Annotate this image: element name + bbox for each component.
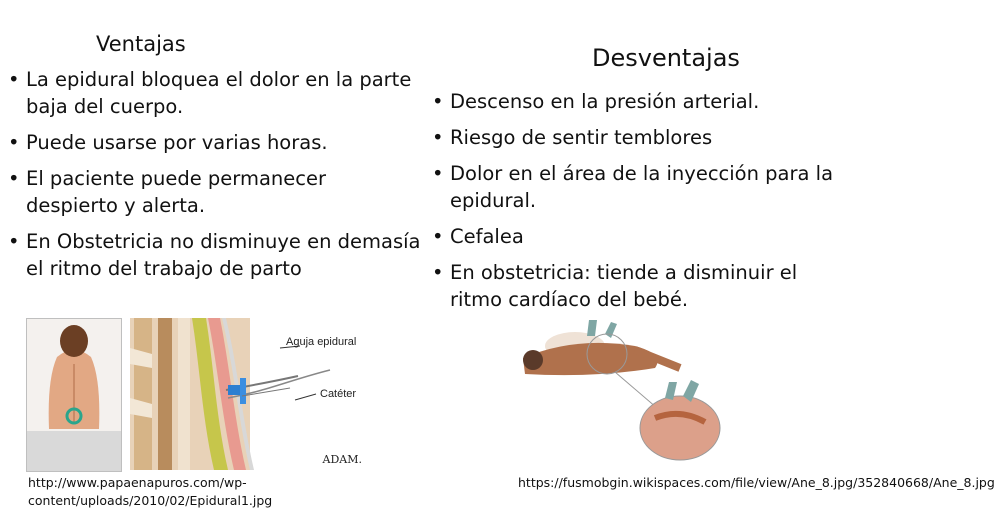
left-image-caption: http://www.papaenapuros.com/wp-content/uploads/2010/02/Epidural1.jpg: [28, 475, 273, 508]
ventajas-title: Ventajas: [96, 32, 186, 56]
patient-back-image: [26, 318, 122, 472]
right-image-caption: https://fusmobgin.wikispaces.com/file/view/Ane_8.jpg/352840668/Ane_8.jpg: [518, 475, 995, 490]
needle-label: Aguja epidural: [286, 336, 357, 348]
epidural-spine-diagram: [130, 318, 370, 470]
desventajas-list: [428, 88, 854, 322]
adam-watermark: ADAM.: [322, 453, 362, 466]
surgery-illustration: [515, 318, 725, 468]
desventaja-item: • Descenso en la presión arterial.: [428, 88, 854, 115]
ventaja-item: • En Obstetricia no disminuye en demasía el ritmo del trabajo de parto: [4, 228, 424, 282]
ventajas-list: [4, 66, 424, 291]
desventaja-item: • Cefalea: [428, 223, 854, 250]
ventaja-item: • La epidural bloquea el dolor en la parte baja del cuerpo.: [4, 66, 424, 120]
desventaja-item: • Dolor en el área de la inyección para la epidural.: [428, 160, 854, 214]
ventaja-item: • Puede usarse por varias horas.: [4, 129, 424, 156]
desventaja-item: • En obstetricia: tiende a disminuir el ritmo cardíaco del bebé.: [428, 259, 854, 313]
desventajas-title: Desventajas: [592, 44, 740, 72]
desventaja-item: • Riesgo de sentir temblores: [428, 124, 854, 151]
ventaja-item: • El paciente puede permanecer despierto y alerta.: [4, 165, 424, 219]
catheter-label: Catéter: [320, 388, 357, 400]
